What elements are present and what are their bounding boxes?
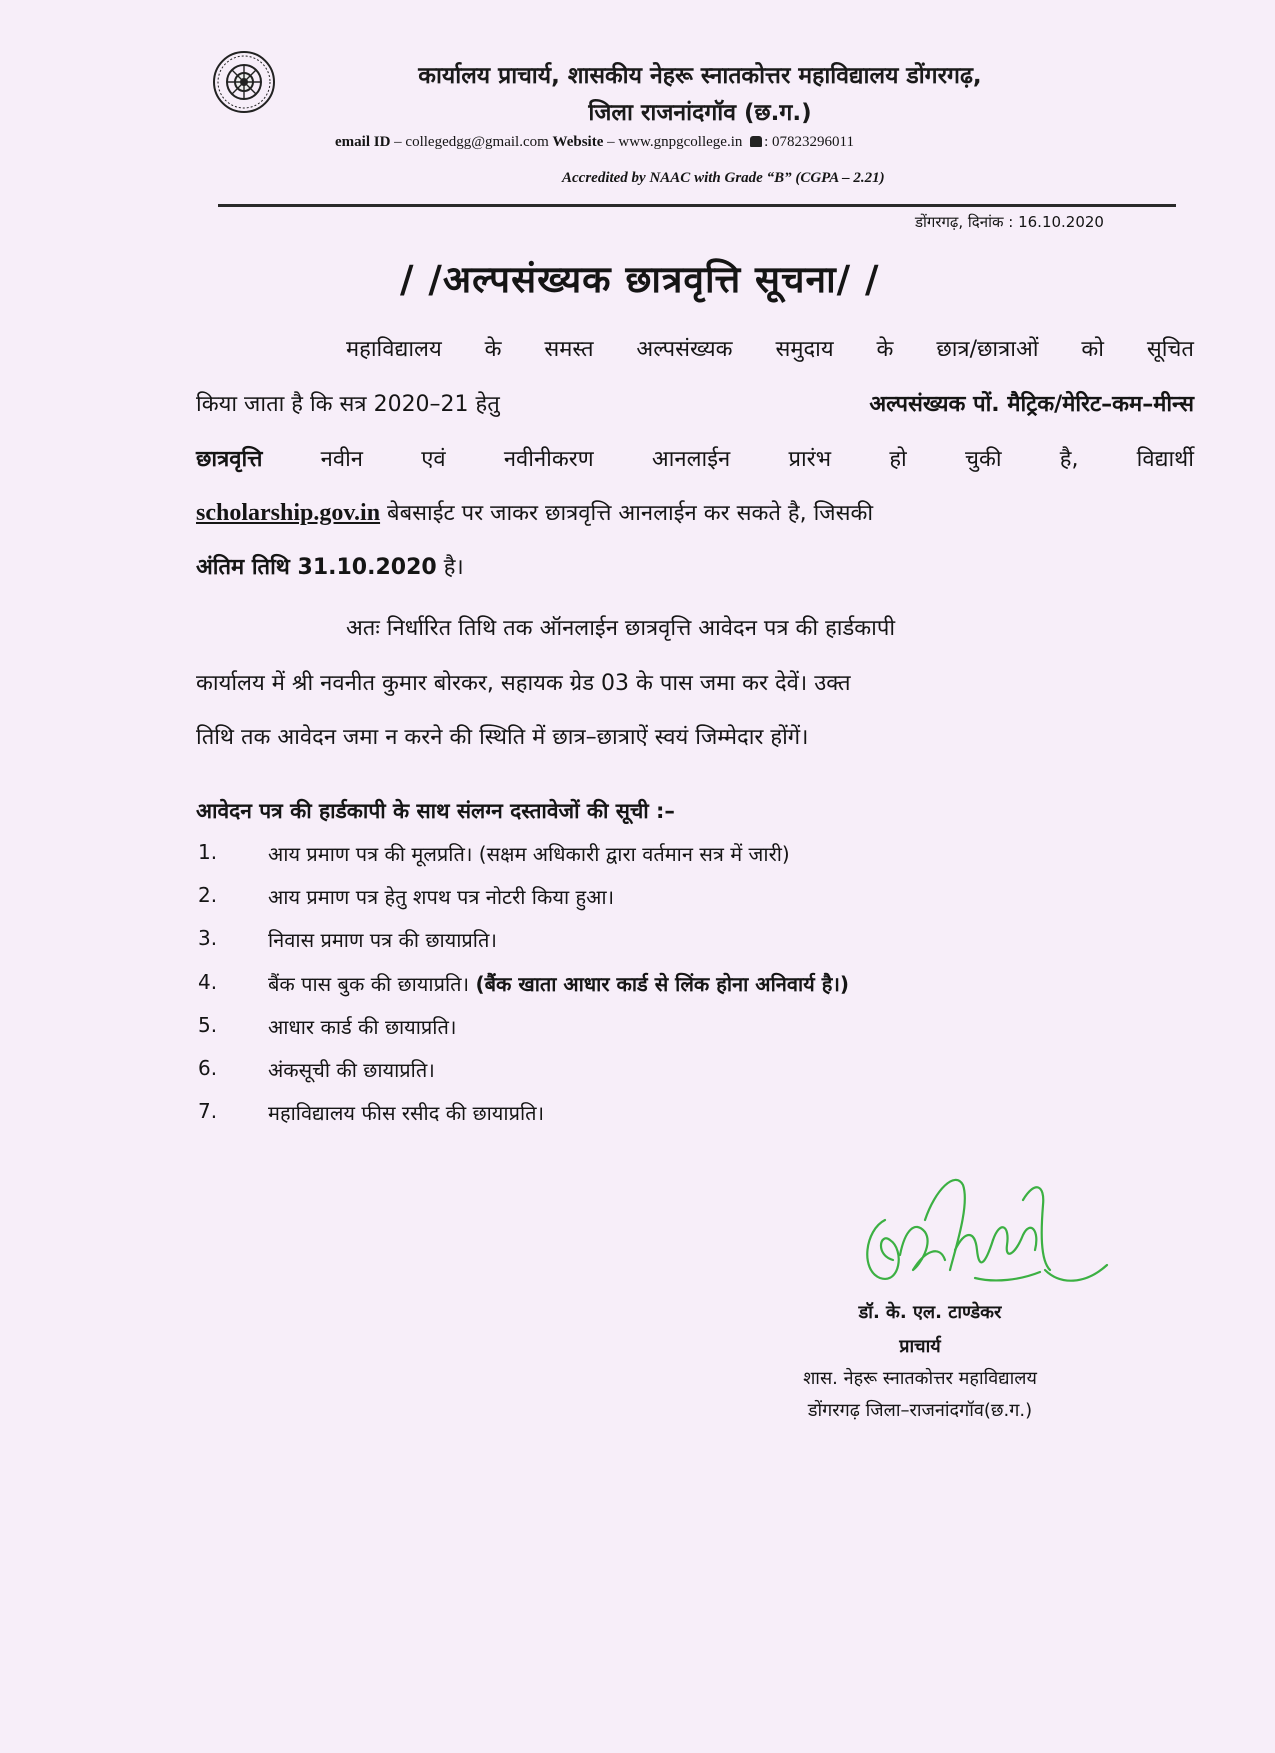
list-item-note: (बैंक खाता आधार कार्ड से लिंक होना अनिवार्य है।) — [475, 972, 850, 996]
notice-title: / /अल्पसंख्यक छात्रवृत्ति सूचना/ / — [400, 258, 880, 301]
list-item-text — [268, 1099, 544, 1126]
para1-line4 — [196, 497, 1194, 530]
list-item-number: 1. — [198, 840, 218, 864]
word: विद्यार्थी — [1136, 447, 1194, 472]
para2-line3: तिथि तक आवेदन जमा न करने की स्थिति में छात्र–छात्राऐं स्वयं जिम्मेदार होंगें। — [196, 725, 809, 750]
para1-line2-text: किया जाता है कि सत्र 2020–21 हेतु — [196, 392, 500, 417]
office-district: जिला राजनांदगॉव (छ.ग.) — [588, 100, 812, 126]
word: प्रारंभ — [788, 447, 832, 472]
list-item-text — [268, 1013, 456, 1040]
para2-line2: कार्यालय में श्री नवनीत कुमार बोरकर, सहायक ग्रेड 03 के पास जमा कर देवें। उक्त — [196, 671, 851, 696]
word: नवीन — [320, 447, 363, 472]
signatory-institution: शास. नेहरू स्नातकोत्तर महाविद्यालय — [803, 1368, 1037, 1389]
word: अल्पसंख्यक — [636, 337, 733, 362]
para1-line2 — [196, 389, 1194, 421]
para1-line4-text: बेबसाईट पर जाकर छात्रवृत्ति आनलाईन कर सकते है, जिसकी — [380, 501, 874, 526]
signatory-designation: प्राचार्य — [899, 1336, 941, 1357]
last-date: अंतिम तिथि 31.10.2020 — [196, 555, 437, 580]
list-item-label: आय प्रमाण पत्र की मूलप्रति। (सक्षम अधिकारी द्वारा वर्तमान सत्र में जारी) — [268, 842, 790, 866]
scholarship-website-link[interactable]: scholarship.gov.in — [196, 500, 381, 526]
word: एवं — [421, 447, 446, 472]
para1-line1 — [196, 334, 1194, 366]
college-emblem-icon — [212, 50, 276, 114]
list-item-text — [268, 840, 790, 867]
office-title: कार्यालय प्राचार्य, शासकीय नेहरू स्नातकोत्तर महाविद्यालय डोंगरगढ़, — [418, 63, 982, 89]
website-label: Website — [552, 134, 604, 150]
para2-line1: अतः निर्धारित तिथि तक ऑनलाईन छात्रवृत्ति आवेदन पत्र की हार्डकापी — [346, 616, 896, 641]
signatory-address: डोंगरगढ़ जिला–राजनांदगॉव(छ.ग.) — [807, 1400, 1033, 1421]
word: के — [484, 337, 502, 362]
word: को — [1081, 337, 1104, 362]
list-item-text — [268, 1056, 435, 1083]
para1-line3 — [196, 444, 1194, 476]
email-text: – collegedgg@gmail.com — [390, 134, 553, 150]
phone-number: : 07823296011 — [764, 134, 854, 150]
list-item-label: आधार कार्ड की छायाप्रति। — [268, 1015, 457, 1039]
word: छात्र/छात्राओं — [936, 337, 1039, 362]
list-item-number: 4. — [198, 970, 218, 994]
list-item-label: बैंक पास बुक की छायाप्रति। — [268, 972, 476, 996]
word: समस्त — [544, 337, 594, 362]
word: सूचित — [1146, 337, 1194, 362]
header-divider — [218, 204, 1176, 207]
word: समुदाय — [775, 337, 834, 362]
list-item-label: आय प्रमाण पत्र हेतु शपथ पत्र नोटरी किया हुआ। — [268, 885, 615, 909]
list-item-number: 5. — [198, 1013, 218, 1037]
word: नवीनीकरण — [503, 447, 594, 472]
para1-line5 — [196, 552, 1194, 584]
word: हो — [889, 447, 907, 472]
list-item-number: 2. — [198, 883, 218, 907]
word: है, — [1059, 447, 1079, 472]
principal-signature — [845, 1160, 1115, 1305]
list-item-text — [268, 883, 614, 910]
list-item-label: महाविद्यालय फीस रसीद की छायाप्रति। — [268, 1101, 545, 1125]
notice-date: डोंगरगढ़, दिनांक : 16.10.2020 — [915, 213, 1104, 231]
scholarship-scheme-name: अल्पसंख्यक पों. मैट्रिक/मेरिट–कम–मीन्स — [869, 392, 1194, 417]
documents-list-heading: आवेदन पत्र की हार्डकापी के साथ संलग्न दस्तावेजों की सूची :– — [196, 799, 675, 823]
website-text: – www.gnpgcollege.in — [603, 134, 747, 150]
email-label: email ID — [335, 134, 391, 150]
list-item-number: 6. — [198, 1056, 218, 1080]
list-item-text — [268, 926, 497, 953]
list-item-number: 3. — [198, 926, 218, 950]
list-item-label: अंकसूची की छायाप्रति। — [268, 1058, 435, 1082]
word: चुकी — [964, 447, 1002, 472]
word: छात्रवृत्ति — [196, 447, 263, 472]
signatory-name: डॉ. के. एल. टाण्डेकर — [858, 1302, 1002, 1323]
word: के — [876, 337, 894, 362]
phone-icon — [750, 136, 762, 147]
word: आनलाईन — [651, 447, 731, 472]
list-item-text — [268, 970, 849, 997]
contact-line — [335, 134, 1035, 151]
para1-line5-text: है। — [436, 555, 464, 580]
list-item-number: 7. — [198, 1099, 218, 1123]
word: महाविद्यालय — [346, 337, 442, 362]
accreditation-text: Accredited by NAAC with Grade “B” (CGPA – 2.21) — [562, 170, 885, 186]
list-item-label: निवास प्रमाण पत्र की छायाप्रति। — [268, 928, 497, 952]
